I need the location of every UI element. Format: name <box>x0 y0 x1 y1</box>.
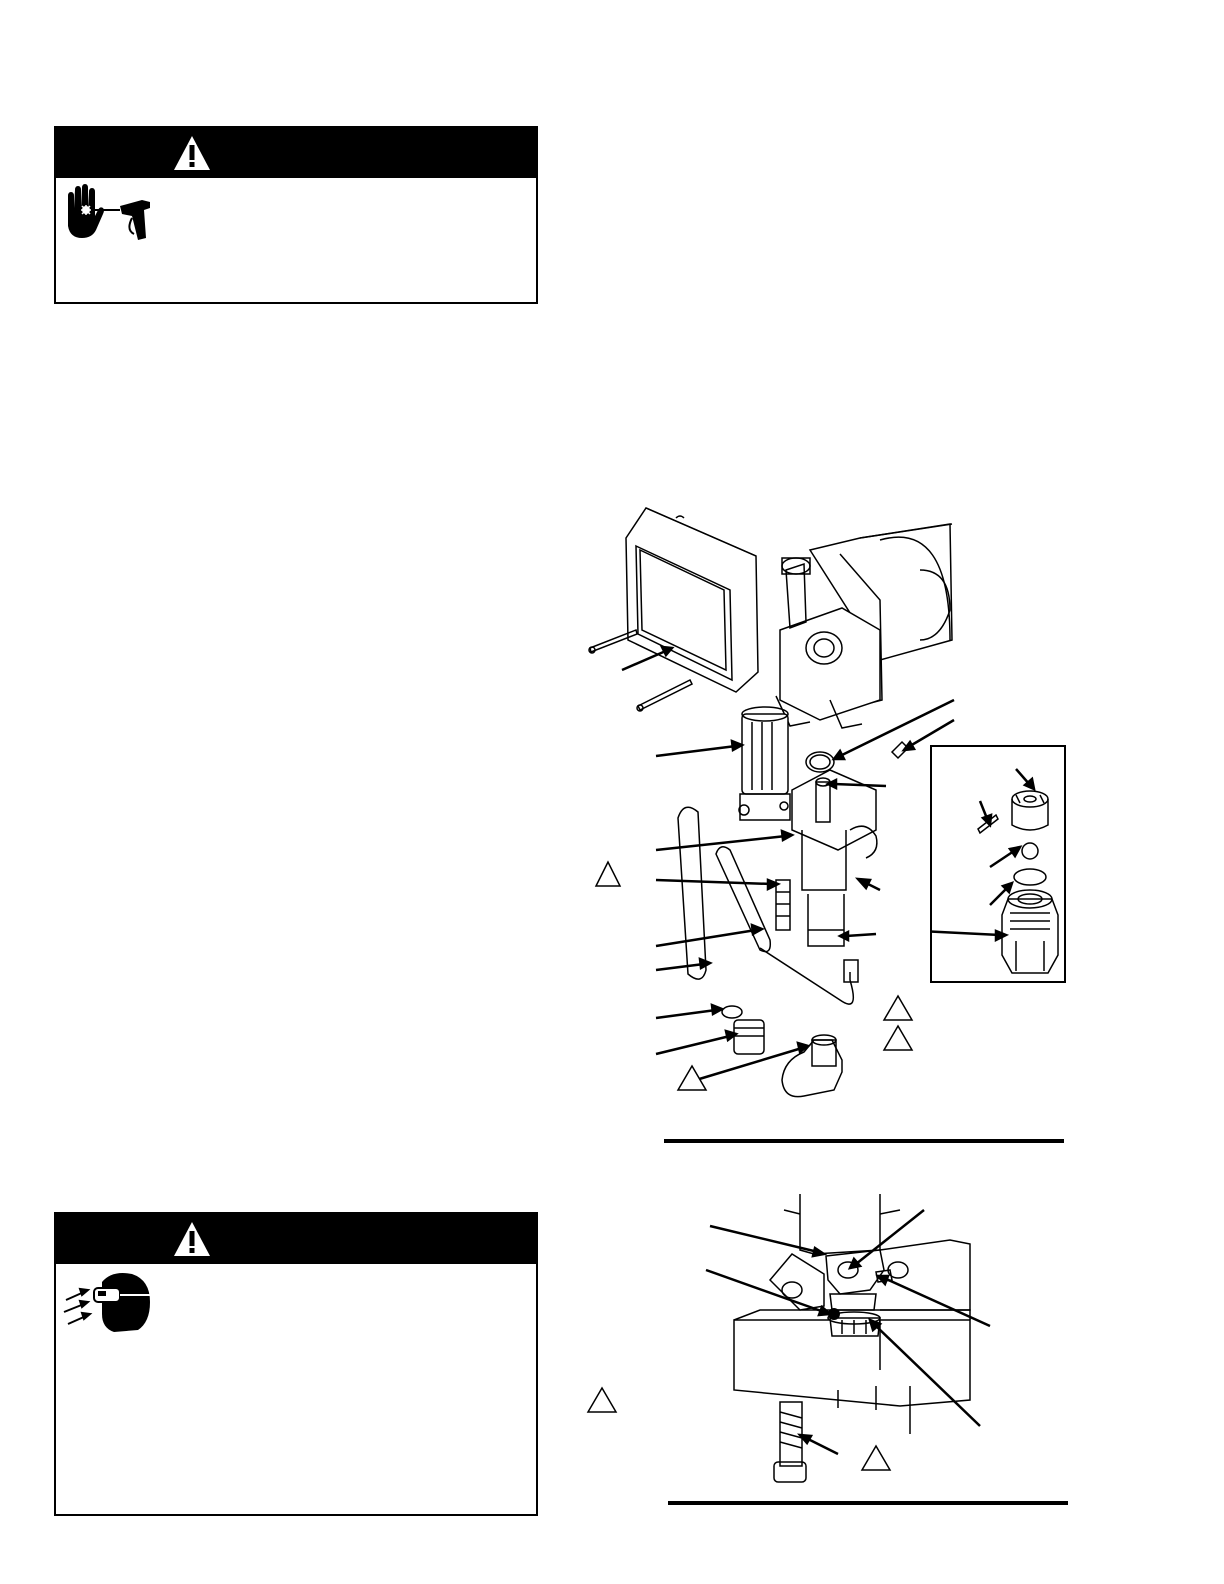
check-valve-inset <box>930 745 1066 985</box>
warning-triangle-icon <box>172 134 212 172</box>
motor-column <box>784 1194 900 1254</box>
cover-plate <box>626 508 758 692</box>
warning-header <box>56 128 536 178</box>
eye-protection-goggles-icon <box>62 1270 152 1336</box>
warning-body <box>56 1264 536 1514</box>
figure-divider <box>664 1139 1064 1143</box>
warning-body <box>56 178 536 302</box>
reference-triangle <box>588 1388 616 1412</box>
reference-triangle <box>884 996 912 1020</box>
elbow-fitting <box>782 1035 842 1097</box>
hex-bolt <box>774 1402 806 1482</box>
straight-fitting <box>734 1020 764 1054</box>
warning-box-injection <box>54 126 538 304</box>
warning-triangle-icon <box>172 1220 212 1258</box>
pump-body <box>792 770 877 946</box>
warning-box-eye-protection <box>54 1212 538 1516</box>
pressure-regulator <box>739 707 790 820</box>
warning-header <box>56 1214 536 1264</box>
installation-diagram <box>580 1190 1000 1490</box>
cover-screw <box>637 680 692 711</box>
reference-triangle <box>596 862 620 886</box>
valve-housing <box>1002 890 1058 973</box>
reference-triangle <box>884 1026 912 1050</box>
reference-triangle <box>862 1446 890 1470</box>
set-screw <box>776 880 790 930</box>
skin-injection-spray-gun-icon <box>62 182 154 252</box>
figure-divider <box>668 1501 1068 1505</box>
washer <box>722 1006 742 1018</box>
